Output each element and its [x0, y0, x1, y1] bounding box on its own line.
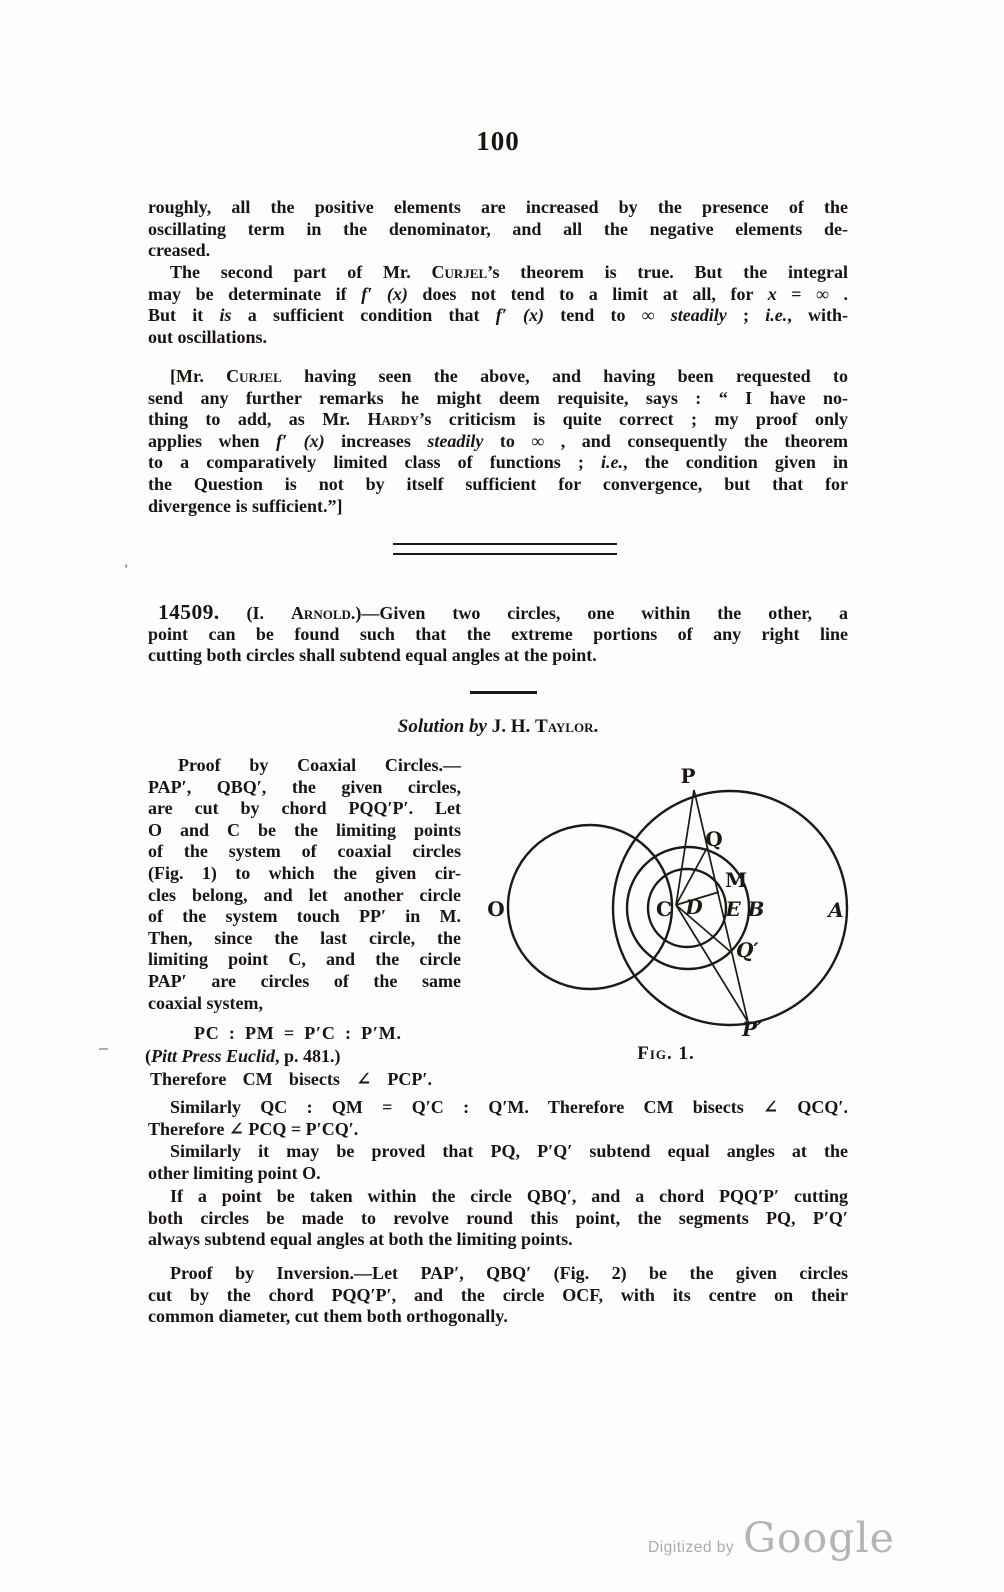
label-M: M — [725, 868, 748, 892]
text-line: oscillating term in the denominator, and all the negative elements de- — [148, 218, 848, 239]
paragraph-question-14509 — [148, 602, 848, 667]
label-Q: Q — [705, 827, 723, 851]
paragraph-similarly-qc — [148, 1097, 848, 1140]
figure-1-coaxial-circles-diagram — [458, 753, 890, 1045]
text-line: [Mr. Curjel having seen the above, and having been requested to — [170, 366, 848, 386]
label-A: A — [828, 898, 844, 922]
text-line: always subtend equal angles at both the limiting points. — [148, 1229, 573, 1250]
solution-byline: Solution by J. H. Taylor. — [397, 716, 599, 737]
scan-speck: ‘ — [124, 562, 129, 577]
label-B: B — [747, 897, 765, 921]
paragraph-revolving-chord — [148, 1186, 848, 1251]
short-rule-divider — [470, 691, 537, 694]
text-line: thing to add, as Mr. Hardy’s criticism is quite correct ; my proof only — [148, 409, 848, 430]
text-line: cles belong, and let another circle — [148, 884, 461, 905]
label-E: E — [725, 897, 741, 921]
label-D: D — [685, 895, 703, 919]
text-line: other limiting point O. — [148, 1162, 321, 1183]
text-line: of the system touch PP′ in M. — [148, 906, 461, 927]
text-line: point can be found such that the extreme portions of any right line — [148, 623, 848, 644]
paragraph-proof-inversion — [148, 1263, 848, 1328]
text-line: send any further remarks he might deem requisite, says : “ I have no- — [148, 387, 848, 408]
paragraph-curjel-theorem — [148, 262, 848, 348]
pitt-press-citation: (Pitt Press Euclid, p. 481.) — [145, 1046, 341, 1066]
text-line: creased. — [148, 240, 211, 261]
text-line: Proof by Inversion.—Let PAP′, QBQ′ (Fig. 2) be the given circles — [170, 1263, 848, 1283]
text-line: PAP′, QBQ′, the given circles, — [148, 776, 461, 797]
paragraph-curjel-remarks — [148, 366, 848, 517]
text-line: PAP′ are circles of the same — [148, 970, 461, 991]
google-logo: Google — [743, 1514, 895, 1562]
text-line: Similarly QC : QM = Q′C : Q′M. Therefore CM bisects ∠ QCQ′. — [170, 1097, 848, 1117]
label-P: P — [680, 764, 696, 788]
text-line: 14509. (I. Arnold.)—Given two circles, one within the other, a — [158, 600, 848, 624]
text-line: (Fig. 1) to which the given cir- — [148, 862, 461, 883]
text-line: the Question is not by itself sufficient for convergence, but that for — [148, 473, 848, 494]
therefore-statement: Therefore CM bisects ∠ PCP′. — [150, 1069, 432, 1089]
text-line: But it is a sufficient condition that f′ (x) tend to ∞ steadily ; i.e., with- — [148, 305, 849, 326]
text-line: Therefore ∠ PCQ = P′CQ′. — [148, 1118, 359, 1139]
text-line: Proof by Coaxial Circles.— — [178, 755, 461, 775]
watermark-prefix: Digitized by — [648, 1539, 735, 1556]
text-line: roughly, all the positive elements are increased by the presence of the — [148, 197, 848, 217]
line-C-to-P-prime — [676, 905, 748, 1022]
text-line: cut by the chord PQQ′P′, and the circle OCF, with its centre on their — [148, 1284, 848, 1305]
text-line: are cut by chord PQQ′P′. Let — [148, 798, 461, 819]
text-line: The second part of Mr. Curjel’s theorem is true. But the integral — [170, 262, 849, 282]
text-line: both circles be made to revolve round this point, the segments PQ, P′Q′ — [148, 1207, 848, 1228]
label-C: C — [656, 897, 672, 921]
text-line: cutting both circles shall subtend equal angles at the point. — [148, 645, 597, 666]
text-line: applies when f′ (x) increases steadily to ∞ , and consequently the theorem — [148, 430, 849, 451]
text-line: Then, since the last circle, the — [148, 927, 461, 948]
text-line: to a comparatively limited class of functions ; i.e., the condition given in — [148, 452, 848, 473]
scan-speck — [99, 1048, 108, 1050]
text-line: out oscillations. — [148, 326, 268, 347]
text-line: Similarly it may be proved that PQ, P′Q′ subtend equal angles at the — [170, 1141, 848, 1161]
page-number: 100 — [476, 126, 520, 156]
figure-1-caption: Fig. 1. — [637, 1043, 695, 1064]
double-rule-divider — [393, 543, 617, 555]
ratio-equation: PC : PM = P′C : P′M. — [194, 1023, 402, 1043]
text-line: may be determinate if f′ (x) does not tend to a limit at all, for x = ∞ . — [148, 283, 849, 304]
label-O: O — [487, 897, 505, 921]
label-P-prime: P′ — [742, 1017, 763, 1041]
text-line: coaxial system, — [148, 992, 263, 1013]
text-line: O and C be the limiting points — [148, 819, 461, 840]
label-Q-prime: Q′ — [736, 938, 759, 962]
text-line: limiting point C, and the circle — [148, 949, 461, 970]
text-line: of the system of coaxial circles — [148, 841, 461, 862]
text-line: divergence is sufficient.”] — [148, 495, 343, 516]
digitized-by-google-watermark — [648, 1514, 895, 1562]
text-line: If a point be taken within the circle QBQ′, and a chord PQQ′P′ cutting — [170, 1186, 848, 1206]
paragraph-proof-coaxial — [148, 755, 461, 1014]
paragraph-similarly-pq — [148, 1141, 848, 1184]
paragraph-oscillating — [148, 197, 848, 262]
text-line: common diameter, cut them both orthogonally. — [148, 1306, 508, 1327]
